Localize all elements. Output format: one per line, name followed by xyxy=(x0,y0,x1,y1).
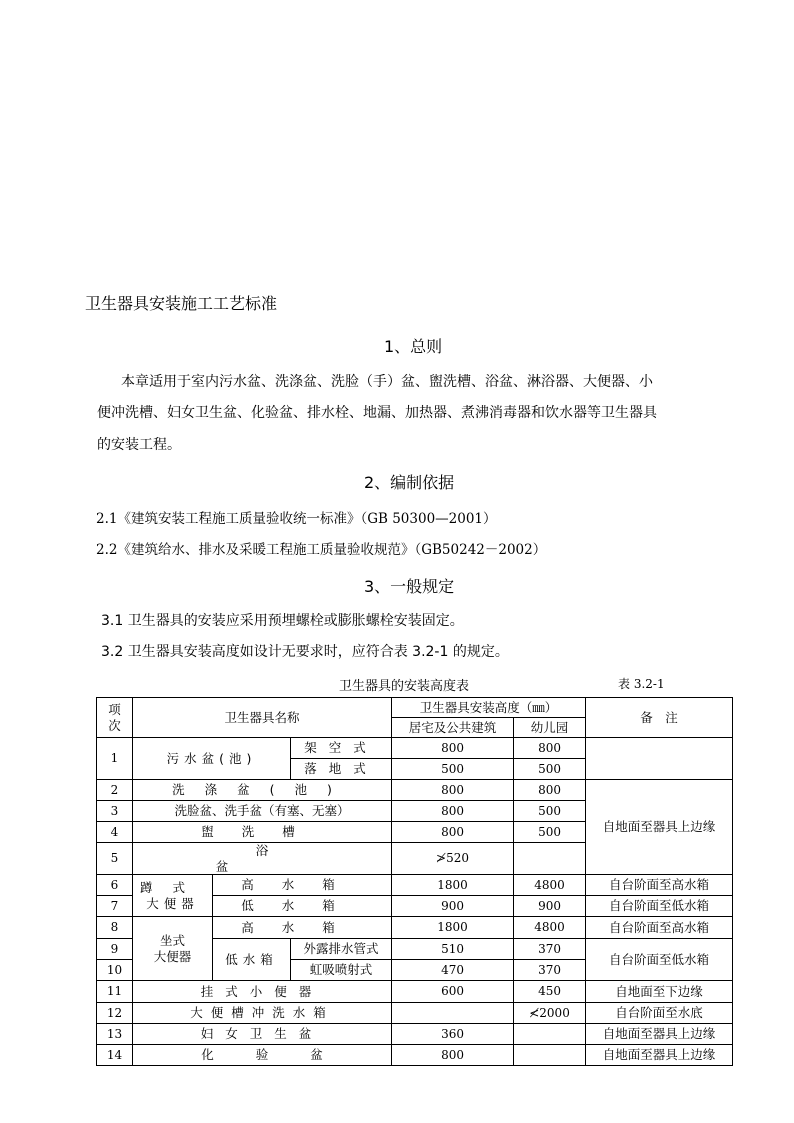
table-row xyxy=(97,917,733,939)
header-residential: 居宅及公共建筑 xyxy=(392,718,514,738)
table-header-row xyxy=(97,698,733,718)
table-caption: 卫生器具的安装高度表 xyxy=(339,679,470,694)
height-residential: 800 xyxy=(392,1045,514,1066)
fixture-type: 虹吸喷射式 xyxy=(291,960,392,981)
section-1-paragraph-line-2: 便冲洗槽、妇女卫生盆、化验盆、排水栓、地漏、加热器、煮沸消毒器和饮水器等卫生器具 xyxy=(97,405,657,421)
section-2-item-2: 2.2《建筑给水、排水及采暖工程施工质量验收规范》（GB50242－2002） xyxy=(96,542,547,558)
remarks-cell: 自地面至器具上边缘 xyxy=(586,1045,733,1066)
remarks-cell: 自台阶面至高水箱 xyxy=(586,875,733,896)
row-no: 7 xyxy=(97,896,133,917)
fixture-name: 挂式小便器 xyxy=(133,981,392,1003)
height-kindergarten: 450 xyxy=(514,981,586,1003)
fixture-group-line-2: 大便器 xyxy=(146,895,199,911)
fixture-group-line-1: 蹲式 xyxy=(139,880,205,896)
table-row xyxy=(97,981,733,1003)
remarks-cell: 自台阶面至高水箱 xyxy=(586,917,733,939)
fixture-name: 化验盆 xyxy=(133,1045,392,1066)
row-no: 2 xyxy=(97,780,133,801)
fixture-group xyxy=(133,875,213,917)
section-1-paragraph-line-3: 的安装工程。 xyxy=(97,437,181,453)
height-kindergarten: 500 xyxy=(514,822,586,843)
fixture-name: 盥洗槽 xyxy=(133,822,392,843)
remarks-cell: 自台阶面至水底 xyxy=(586,1003,733,1024)
fixture-name: 大便槽冲洗水箱 xyxy=(133,1003,392,1024)
height-kindergarten xyxy=(514,1024,586,1045)
height-residential: 510 xyxy=(392,939,514,960)
row-no: 4 xyxy=(97,822,133,843)
fixture-type: 高水箱 xyxy=(213,875,392,896)
table-row xyxy=(97,1024,733,1045)
height-residential: 800 xyxy=(392,780,514,801)
height-residential: 360 xyxy=(392,1024,514,1045)
row-no: 10 xyxy=(97,960,133,981)
row-no: 14 xyxy=(97,1045,133,1066)
height-residential: 600 xyxy=(392,981,514,1003)
row-no: 13 xyxy=(97,1024,133,1045)
height-residential: 900 xyxy=(392,896,514,917)
remarks-cell: 自地面至器具上边缘 xyxy=(586,1024,733,1045)
fixture-group xyxy=(133,917,213,981)
row-no: 9 xyxy=(97,939,133,960)
fixture-group-line-1: 坐式 xyxy=(159,933,185,949)
table-row xyxy=(97,780,733,801)
height-kindergarten: 800 xyxy=(514,738,586,759)
section-1-heading: 1、总则 xyxy=(384,337,443,356)
fixture-type: 外露排水管式 xyxy=(291,939,392,960)
table-row xyxy=(97,1045,733,1066)
row-no: 12 xyxy=(97,1003,133,1024)
header-item-no-line-2: 次 xyxy=(108,717,121,733)
row-no: 8 xyxy=(97,917,133,939)
height-kindergarten: 500 xyxy=(514,801,586,822)
fixture-name: 妇女卫生盆 xyxy=(133,1024,392,1045)
height-residential: 800 xyxy=(392,822,514,843)
header-kindergarten: 幼儿园 xyxy=(514,718,586,738)
height-residential: 500 xyxy=(392,759,514,780)
fixture-name: 浴盆 xyxy=(133,843,392,875)
fixture-name: 洗涤盆(池) xyxy=(133,780,392,801)
height-residential: 1800 xyxy=(392,875,514,896)
fixture-subgroup: 低水箱 xyxy=(213,939,291,981)
fixture-type: 低水箱 xyxy=(213,896,392,917)
height-residential: 800 xyxy=(392,801,514,822)
header-item-no-line-1: 项 xyxy=(108,701,121,717)
height-kindergarten: 370 xyxy=(514,939,586,960)
height-kindergarten: ≮2000 xyxy=(514,1003,586,1024)
fixture-name: 洗脸盆、洗手盆（有塞、无塞） xyxy=(133,801,392,822)
height-kindergarten: 500 xyxy=(514,759,586,780)
table-row xyxy=(97,875,733,896)
header-install-height: 卫生器具安装高度（㎜） xyxy=(392,698,586,718)
height-residential: ≯520 xyxy=(392,843,514,875)
fixture-type: 架空式 xyxy=(291,738,392,759)
remarks-cell: 自地面至下边缘 xyxy=(586,981,733,1003)
row-no: 6 xyxy=(97,875,133,896)
section-2-heading: 2、编制依据 xyxy=(364,473,455,492)
header-remarks: 备 注 xyxy=(586,698,733,738)
section-3-heading: 3、一般规定 xyxy=(364,577,455,596)
height-kindergarten xyxy=(514,1045,586,1066)
header-fixture-name: 卫生器具名称 xyxy=(133,698,392,738)
remarks-cell: 自台阶面至低水箱 xyxy=(586,939,733,981)
remarks-cell: 自地面至器具上边缘 xyxy=(586,780,733,875)
section-3-item-2: 3.2 卫生器具安装高度如设计无要求时，应符合表 3.2-1 的规定。 xyxy=(101,644,509,660)
height-kindergarten: 800 xyxy=(514,780,586,801)
row-no: 1 xyxy=(97,738,133,780)
fixture-type: 落地式 xyxy=(291,759,392,780)
section-3-item-1: 3.1 卫生器具的安装应采用预埋螺栓或膨胀螺栓安装固定。 xyxy=(101,613,464,629)
document-title: 卫生器具安装施工工艺标准 xyxy=(85,294,278,313)
height-residential: 1800 xyxy=(392,917,514,939)
fixture-type: 高水箱 xyxy=(213,917,392,939)
row-no: 5 xyxy=(97,843,133,875)
height-residential: 470 xyxy=(392,960,514,981)
remarks-cell xyxy=(586,738,733,780)
fixture-group: 污水盆(池) xyxy=(133,738,291,780)
height-kindergarten xyxy=(514,843,586,875)
section-1-paragraph-line-1: 本章适用于室内污水盆、洗涤盆、洗脸（手）盆、盥洗槽、浴盆、淋浴器、大便器、小 xyxy=(121,374,653,390)
height-kindergarten: 4800 xyxy=(514,917,586,939)
table-row xyxy=(97,738,733,759)
remarks-cell: 自台阶面至低水箱 xyxy=(586,896,733,917)
section-2-item-1: 2.1《建筑安装工程施工质量验收统一标准》（GB 50300—2001） xyxy=(96,511,497,527)
table-row xyxy=(97,1003,733,1024)
height-residential: 800 xyxy=(392,738,514,759)
height-kindergarten: 900 xyxy=(514,896,586,917)
table-number: 表 3.2-1 xyxy=(618,677,665,691)
header-item-no xyxy=(97,698,133,738)
installation-height-table xyxy=(96,697,733,1066)
row-no: 11 xyxy=(97,981,133,1003)
height-residential xyxy=(392,1003,514,1024)
row-no: 3 xyxy=(97,801,133,822)
height-kindergarten: 4800 xyxy=(514,875,586,896)
fixture-group-line-2: 大便器 xyxy=(153,948,192,964)
height-kindergarten: 370 xyxy=(514,960,586,981)
